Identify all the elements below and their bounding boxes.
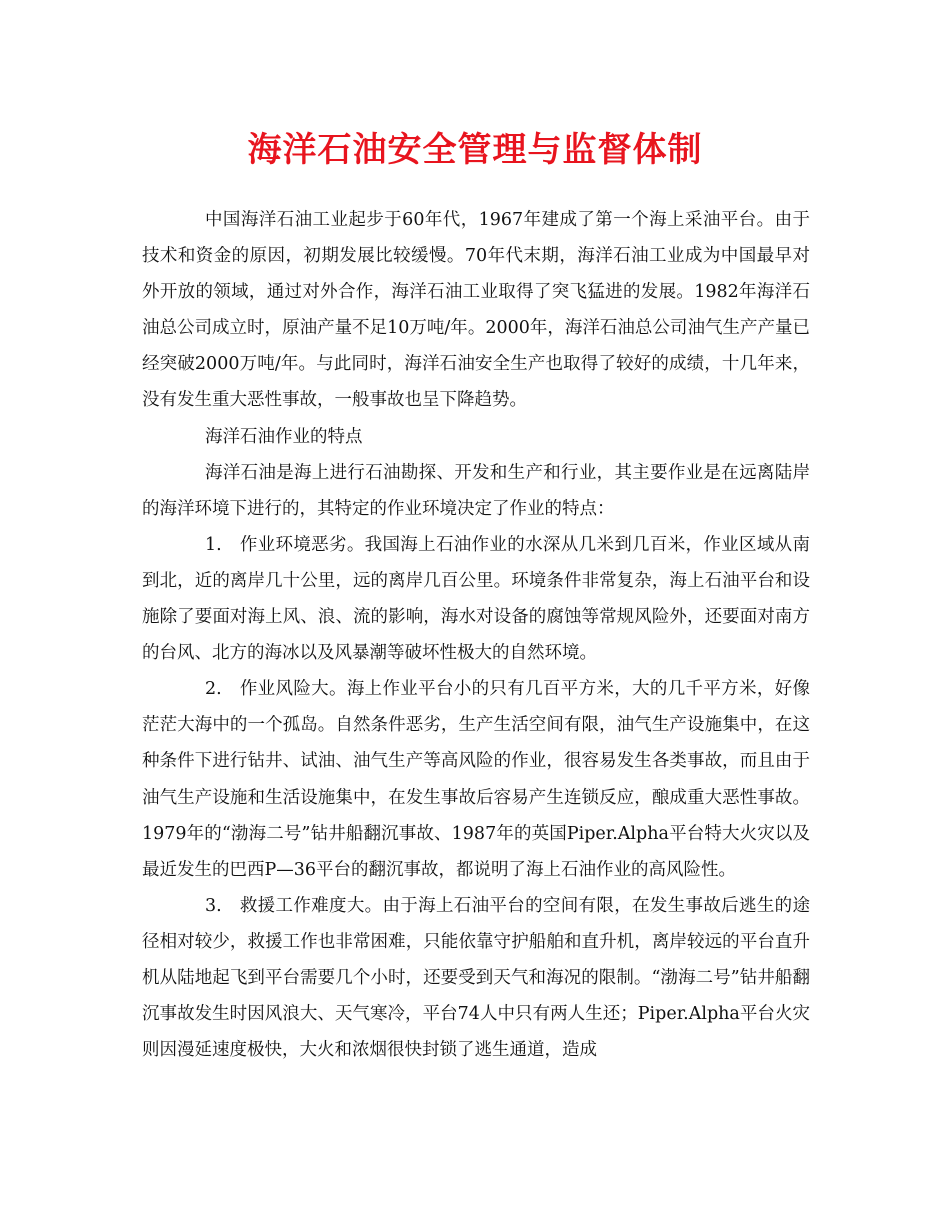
list-item-risk: 2. 作业风险大。海上作业平台小的只有几百平方米，大的几千平方米，好像茫茫大海中的一个孤岛。自然条件恶劣，生产生活空间有限，油气生产设施集中，在这种条件下进行钻井、试油、油气生产等高风险的作业，很容易发生各类事故，而且由于油气生产设施和生活设施集中，在发生事故后容易产生连锁反应，酿成重大恶性事故。1979年的“渤海二号”钻井船翻沉事故、1987年的英国Piper.Alpha平台特大火灾以及最近发生的巴西P—36平台的翻沉事故，都说明了海上石油作业的高风险性。 xyxy=(142,679,810,880)
paragraph-characteristics: 海洋石油是海上进行石油勘探、开发和生产和行业，其主要作业是在远离陆岸的海洋环境下进行的，其特定的作业环境决定了作业的特点： xyxy=(142,462,810,519)
list-item-rescue: 3. 救援工作难度大。由于海上石油平台的空间有限，在发生事故后逃生的途径相对较少，救援工作也非常困难，只能依靠守护船舶和直升机，离岸较远的平台直升机从陆地起飞到平台需要几个小时，还要受到天气和海况的限制。“渤海二号”钻井船翻沉事故发生时因风浪大、天气寒冷，平台74人中只有两人生还；Piper.Alpha平台火灾则因漫延速度极快，大火和浓烟很快封锁了逃生通道，造成 xyxy=(142,895,810,1061)
document-body xyxy=(142,202,810,1068)
list-item-environment: 1. 作业环境恶劣。我国海上石油作业的水深从几米到几百米，作业区域从南到北，近的离岸几十公里，远的离岸几百公里。环境条件非常复杂，海上石油平台和设施除了要面对海上风、浪、流的影响，海水对设备的腐蚀等常规风险外，还要面对南方的台风、北方的海冰以及风暴潮等破坏性极大的自然环境。 xyxy=(142,534,810,664)
section-heading: 海洋石油作业的特点 xyxy=(205,426,363,447)
document-title: 海洋石油安全管理与监督体制 xyxy=(247,130,703,170)
paragraph-intro: 中国海洋石油工业起步于60年代，1967年建成了第一个海上采油平台。由于技术和资金的原因，初期发展比较缓慢。70年代末期，海洋石油工业成为中国最早对外开放的领域，通过对外合作，海洋石油工业取得了突飞猛进的发展。1982年海洋石油总公司成立时，原油产量不足10万吨/年。2000年，海洋石油总公司油气生产产量已经突破2000万吨/年。与此同时，海洋石油安全生产也取得了较好的成绩，十几年来，没有发生重大恶性事故，一般事故也呈下降趋势。 xyxy=(142,210,810,411)
